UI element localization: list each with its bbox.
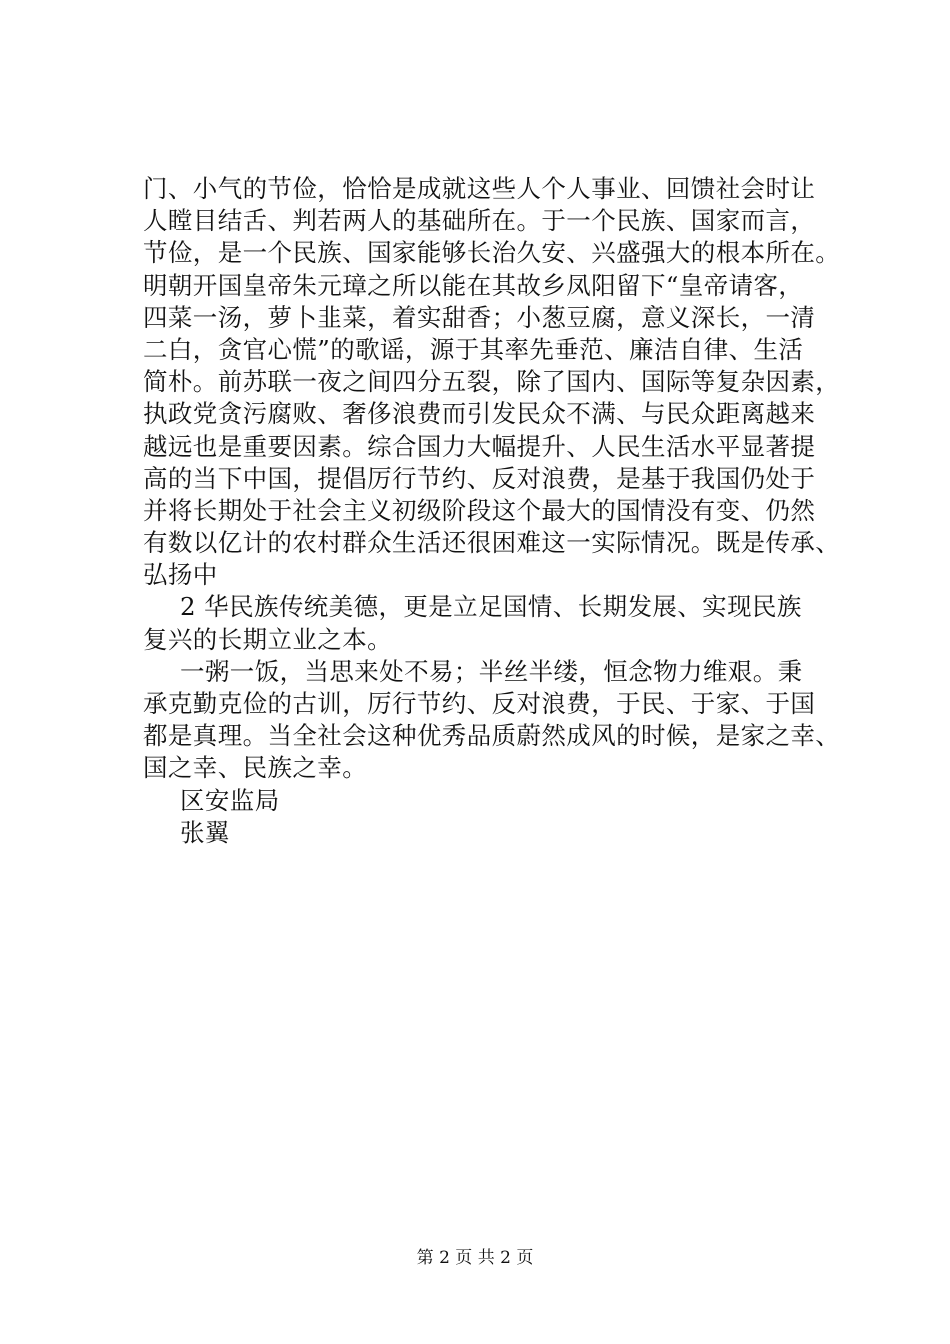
text-line: 越远也是重要因素。综合国力大幅提升、人民生活水平显著提 [143, 431, 816, 461]
text-line: 二白，贪官心慌”的歌谣，源于其率先垂范、廉洁自律、生活 [143, 334, 804, 364]
text-line: 有数以亿计的农村群众生活还很困难这一实际情况。既是传承、 [143, 528, 841, 558]
text-line: 节俭，是一个民族、国家能够长治久安、兴盛强大的根本所在。 [143, 238, 841, 268]
text-line: 弘扬中 [143, 560, 218, 590]
text-line: 执政党贪污腐败、奢侈浪费而引发民众不满、与民众距离越来 [143, 399, 816, 429]
document-body [143, 173, 863, 849]
text-line: 承克勤克俭的古训，厉行节约、反对浪费，于民、于家、于国 [143, 689, 816, 718]
text-line: 四菜一汤，萝卜韭菜，着实甜香；小葱豆腐，意义深长，一清 [143, 302, 816, 332]
signature-organization: 区安监局 [180, 785, 280, 815]
text-line: 人瞠目结舌、判若两人的基础所在。于一个民族、国家而言， [143, 206, 816, 236]
signature-name: 张翼 [180, 817, 230, 847]
text-line: 简朴。前苏联一夜之间四分五裂，除了国内、国际等复杂因素， [143, 367, 841, 397]
paragraph-3 [143, 656, 863, 785]
text-line: 2 华民族传统美德，更是立足国情、长期发展、实现民族 [180, 592, 802, 622]
page-number-footer: 第 2 页 共 2 页 [416, 1248, 534, 1268]
text-line: 门、小气的节俭，恰恰是成就这些人个人事业、回馈社会时让 [143, 174, 816, 203]
paragraph-2 [143, 591, 863, 655]
paragraph-1 [143, 173, 863, 591]
text-line: 并将长期处于社会主义初级阶段这个最大的国情没有变、仍然 [143, 495, 816, 525]
text-line: 一粥一饭，当思来处不易；半丝半缕，恒念物力维艰。秉 [180, 656, 803, 686]
text-line: 都是真理。当全社会这种优秀品质蔚然成风的时候，是家之幸、 [143, 721, 841, 751]
text-line: 高的当下中国，提倡厉行节约、反对浪费，是基于我国仍处于 [143, 463, 816, 493]
text-line: 明朝开国皇帝朱元璋之所以能在其故乡凤阳留下“皇帝请客， [143, 270, 804, 300]
text-line: 国之幸、民族之幸。 [143, 753, 368, 783]
text-line: 复兴的长期立业之本。 [143, 624, 392, 654]
